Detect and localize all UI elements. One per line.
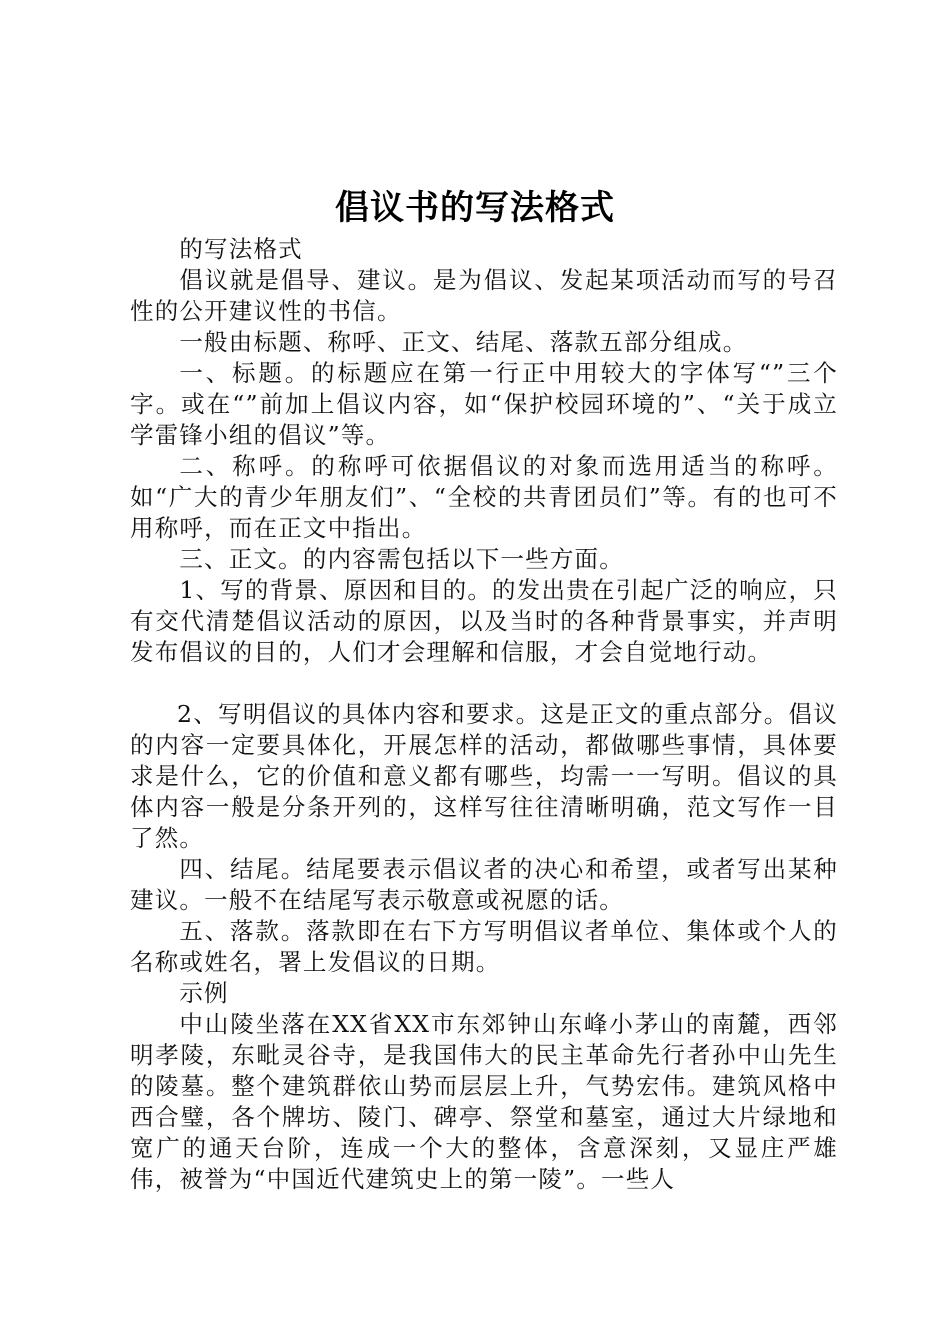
paragraph-section-ending: 四、结尾。结尾要表示倡议者的决心和希望，或者写出某种建议。一般不在结尾写表示敬意或祝愿的话。 <box>130 855 838 914</box>
document-body <box>130 234 838 1195</box>
paragraph-subtitle: 的写法格式 <box>179 235 303 263</box>
paragraph-point-1: 1、写的背景、原因和目的。的发出贵在引起广泛的响应，只有交代清楚倡议活动的原因，以及当时的各种背景事实，并声明发布倡议的目的，人们才会理解和信服，才会自觉地行动。 <box>130 576 838 666</box>
paragraph-point-2: 2、写明倡议的具体内容和要求。这是正文的重点部分。倡议的内容一定要具体化，开展怎样的活动，都做哪些事情，具体要求是什么，它的价值和意义都有哪些，均需一一写明。倡议的具体内容一般是分条开列的，这样写往往清晰明确，范文写作一目了然。 <box>130 700 838 852</box>
paragraph-section-title: 一、标题。的标题应在第一行正中用较大的字体写“”三个字。或在“”前加上倡议内容，如“保护校园环境的”、“关于成立学雷锋小组的倡议”等。 <box>130 359 838 449</box>
paragraph-section-salutation: 二、称呼。的称呼可依据倡议的对象而选用适当的称呼。如“广大的青少年朋友们”、“全校的共青团员们”等。有的也可不用称呼，而在正文中指出。 <box>130 452 838 542</box>
paragraph-example-heading: 示例 <box>179 979 229 1007</box>
document-title: 倡议书的写法格式 <box>335 188 615 228</box>
paragraph-section-body: 三、正文。的内容需包括以下一些方面。 <box>179 545 624 573</box>
paragraph-structure: 一般由标题、称呼、正文、结尾、落款五部分组成。 <box>179 328 748 356</box>
paragraph-definition: 倡议就是倡导、建议。是为倡议、发起某项活动而写的号召性的公开建议性的书信。 <box>130 266 838 325</box>
paragraph-example-text: 中山陵坐落在XX省XX市东郊钟山东峰小茅山的南麓，西邻明孝陵，东毗灵谷寺，是我国伟大的民主革命先行者孙中山先生的陵墓。整个建筑群依山势而层层上升，气势宏伟。建筑风格中西合璧，各个牌坊、陵门、碑亭、祭堂和墓室，通过大片绿地和宽广的通天台阶，连成一个大的整体，含意深刻，又显庄严雄伟，被誉为“中国近代建筑史上的第一陵”。一些人 <box>130 1010 838 1193</box>
paragraph-section-signature: 五、落款。落款即在右下方写明倡议者单位、集体或个人的名称或姓名，署上发倡议的日期。 <box>130 917 838 976</box>
